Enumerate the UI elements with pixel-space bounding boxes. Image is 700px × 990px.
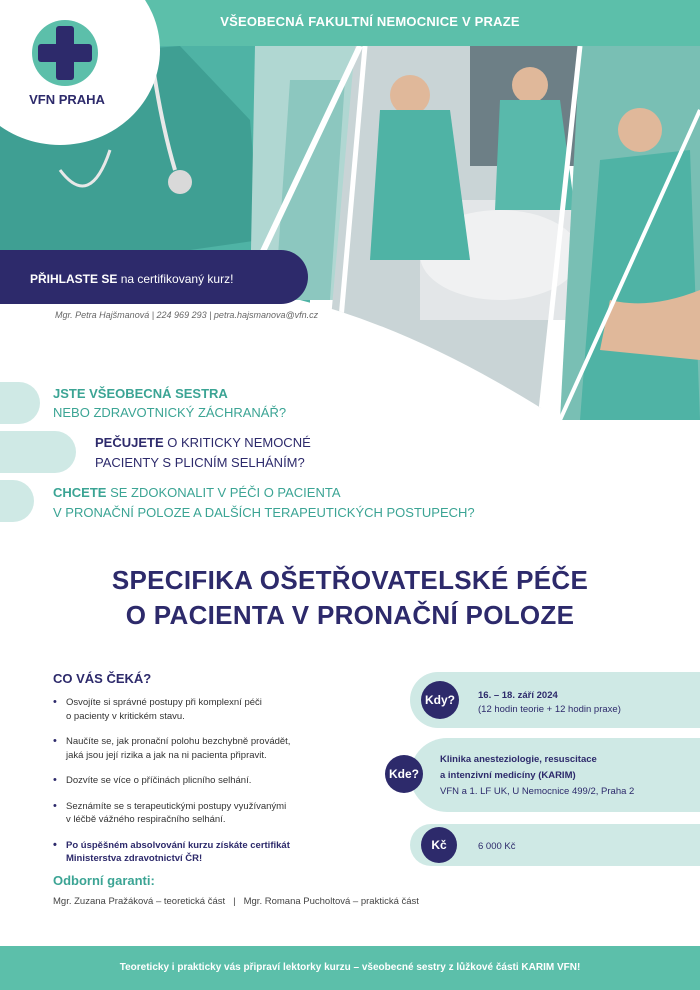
where-badge: Kde? (385, 755, 423, 793)
venue-line-1: Klinika anesteziologie, resuscitace (440, 754, 597, 765)
course-date: 16. – 18. září 2024 (478, 690, 558, 701)
question-2-line-2: PACIENTY S PLICNÍM SELHÁNÍM? (95, 455, 305, 470)
question-pill-1 (0, 382, 40, 424)
expect-list (53, 696, 343, 878)
signup-banner-text: PŘIHLASTE SE na certifikovaný kurz! (30, 272, 234, 286)
question-2-line-1: PEČUJETE O KRITICKY NEMOCNÉ (95, 435, 311, 450)
page-title-line-2: O PACIENTA V PRONAČNÍ POLOZE (125, 600, 575, 630)
course-hours: (12 hodin teorie + 12 hodin praxe) (478, 704, 621, 715)
list-item: • Dozvíte se více o příčinách plicního selhání. (53, 774, 343, 788)
guarantors-heading: Odborní garanti: (53, 873, 155, 888)
guarantors-list: Mgr. Zuzana Pražáková – teoretická část | Mgr. Romana Pucholtová – praktická část (53, 896, 419, 907)
course-price: 6 000 Kč (478, 841, 516, 852)
question-1-line-1: JSTE VŠEOBECNÁ SESTRA (53, 386, 228, 401)
list-item: • Osvojíte si správné postupy při komplexní péči o pacienty v kritickém stavu. (53, 696, 343, 723)
venue-address: VFN a 1. LF UK, U Nemocnice 499/2, Praha 2 (440, 786, 635, 797)
question-3-line-2: V PRONAČNÍ POLOZE A DALŠÍCH TERAPEUTICKÝCH POSTUPECH? (53, 505, 475, 520)
logo-text: VFN PRAHA (29, 92, 105, 107)
question-1-line-2: NEBO ZDRAVOTNICKÝ ZÁCHRANÁŘ? (53, 405, 287, 420)
contact-info: Mgr. Petra Hajšmanová | 224 969 293 | petra.hajsmanova@vfn.cz (55, 310, 319, 320)
list-item: • Seznámíte se s terapeutickými postupy využívanými v léčbě vážného respiračního selhání. (53, 800, 343, 827)
footer-text: Teoreticky i prakticky vás připraví lektorky kurzu – všeobecné sestry z lůžkové části KARIM VFN! (119, 962, 581, 973)
price-badge: Kč (421, 827, 457, 863)
institution-name: VŠEOBECNÁ FAKULTNÍ NEMOCNICE V PRAZE (220, 14, 520, 29)
list-item: • Po úspěšném absolvování kurzu získáte certifikát Ministerstva zdravotnictví ČR! (53, 839, 343, 866)
page-title-line-1: SPECIFIKA OŠETŘOVATELSKÉ PÉČE (111, 565, 589, 595)
venue-line-2: a intenzivní medicíny (KARIM) (440, 770, 576, 781)
list-item: • Naučíte se, jak pronační polohu bezchybně provádět, jaká jsou její rizika a jak na ni pacienta připravit. (53, 735, 343, 762)
expect-heading: CO VÁS ČEKÁ? (53, 671, 152, 686)
when-badge: Kdy? (421, 681, 459, 719)
question-pill-3 (0, 480, 34, 522)
question-pill-2 (0, 431, 76, 473)
question-3-line-1: CHCETE SE ZDOKONALIT V PÉČI O PACIENTA (53, 485, 341, 500)
cross-icon (30, 18, 100, 88)
